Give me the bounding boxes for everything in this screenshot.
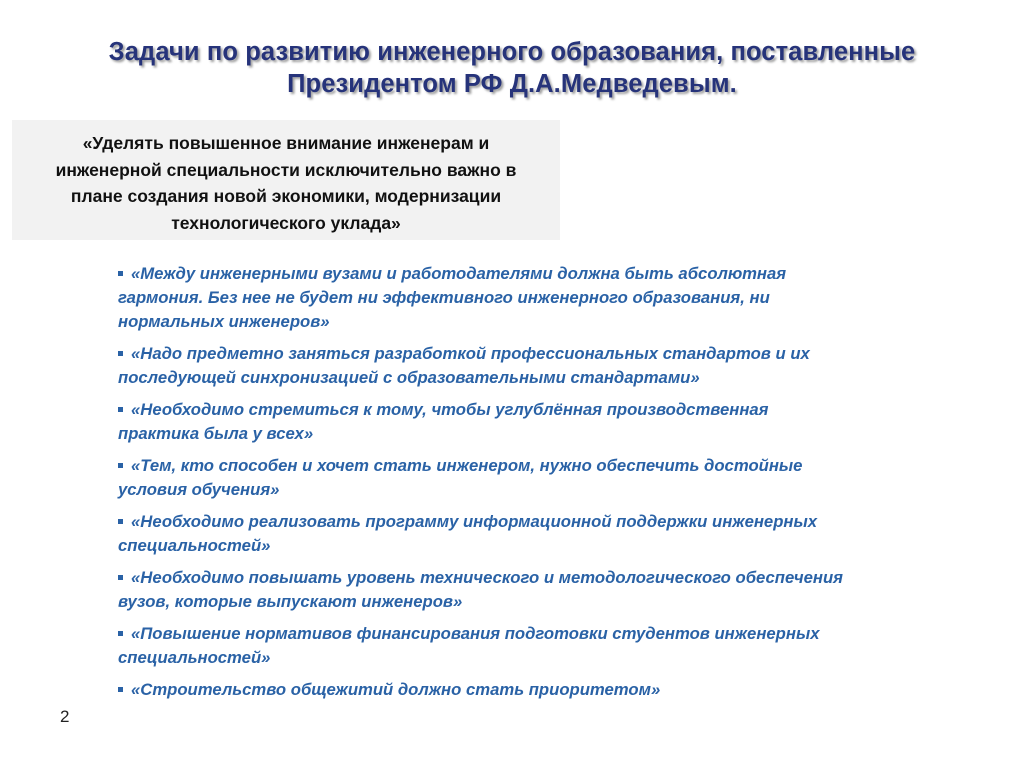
bullet-line: нормальных инженеров» <box>118 312 330 331</box>
bullet-line <box>118 566 998 590</box>
bullet-list <box>118 262 998 710</box>
bullet-text: «Тем, кто способен и хочет стать инженером, нужно обеспечить достойные <box>131 456 803 475</box>
bullet-line <box>118 454 998 478</box>
bullet-line: гармония. Без нее не будет ни эффективного инженерного образования, ни <box>118 288 770 307</box>
slide-title-line: Президентом РФ Д.А.Медведевым. <box>287 70 737 98</box>
bullet-line: условия обучения» <box>118 480 280 499</box>
quote-text <box>12 130 560 236</box>
square-bullet-icon <box>118 519 123 524</box>
bullet-item <box>118 262 998 334</box>
bullet-line: специальностей» <box>118 648 271 667</box>
bullet-line: специальностей» <box>118 536 271 555</box>
bullet-item <box>118 678 998 702</box>
square-bullet-icon <box>118 407 123 412</box>
bullet-line <box>118 262 998 286</box>
slide-title-line: Задачи по развитию инженерного образования, поставленные <box>108 38 916 66</box>
bullet-text: «Необходимо реализовать программу информационной поддержки инженерных <box>131 512 818 531</box>
bullet-line: последующей синхронизацией с образовательными стандартами» <box>118 368 700 387</box>
bullet-line: практика была у всех» <box>118 424 314 443</box>
bullet-line <box>118 622 998 646</box>
bullet-line: вузов, которые выпускают инженеров» <box>118 592 463 611</box>
bullet-item <box>118 342 998 390</box>
quote-line: технологического уклада» <box>171 212 401 233</box>
bullet-line <box>118 342 998 366</box>
bullet-item <box>118 622 998 670</box>
quote-line: «Уделять повышенное внимание инженерам и <box>82 133 490 153</box>
square-bullet-icon <box>118 351 123 356</box>
square-bullet-icon <box>118 631 123 636</box>
bullet-line <box>118 398 998 422</box>
bullet-item <box>118 454 998 502</box>
page-number: 2 <box>60 707 70 726</box>
square-bullet-icon <box>118 271 123 276</box>
bullet-text: «Повышение нормативов финансирования подготовки студентов инженерных <box>131 624 820 643</box>
bullet-text: «Строительство общежитий должно стать приоритетом» <box>131 680 661 699</box>
bullet-item <box>118 566 998 614</box>
bullet-text: «Надо предметно заняться разработкой профессиональных стандартов и их <box>131 344 810 363</box>
square-bullet-icon <box>118 687 123 692</box>
bullet-line <box>118 510 998 534</box>
bullet-line <box>118 678 998 702</box>
bullet-text: «Необходимо стремиться к тому, чтобы углублённая производственная <box>131 400 769 419</box>
bullet-text: «Необходимо повышать уровень технического и методологического обеспечения <box>131 568 843 587</box>
slide-title <box>40 36 984 100</box>
quote-box <box>12 120 560 240</box>
quote-line: плане создания новой экономики, модернизации <box>70 186 502 206</box>
square-bullet-icon <box>118 463 123 468</box>
bullet-text: «Между инженерными вузами и работодателями должна быть абсолютная <box>131 264 787 283</box>
bullet-item <box>118 510 998 558</box>
quote-line: инженерной специальности исключительно важно в <box>55 159 517 180</box>
bullet-item <box>118 398 998 446</box>
square-bullet-icon <box>118 575 123 580</box>
